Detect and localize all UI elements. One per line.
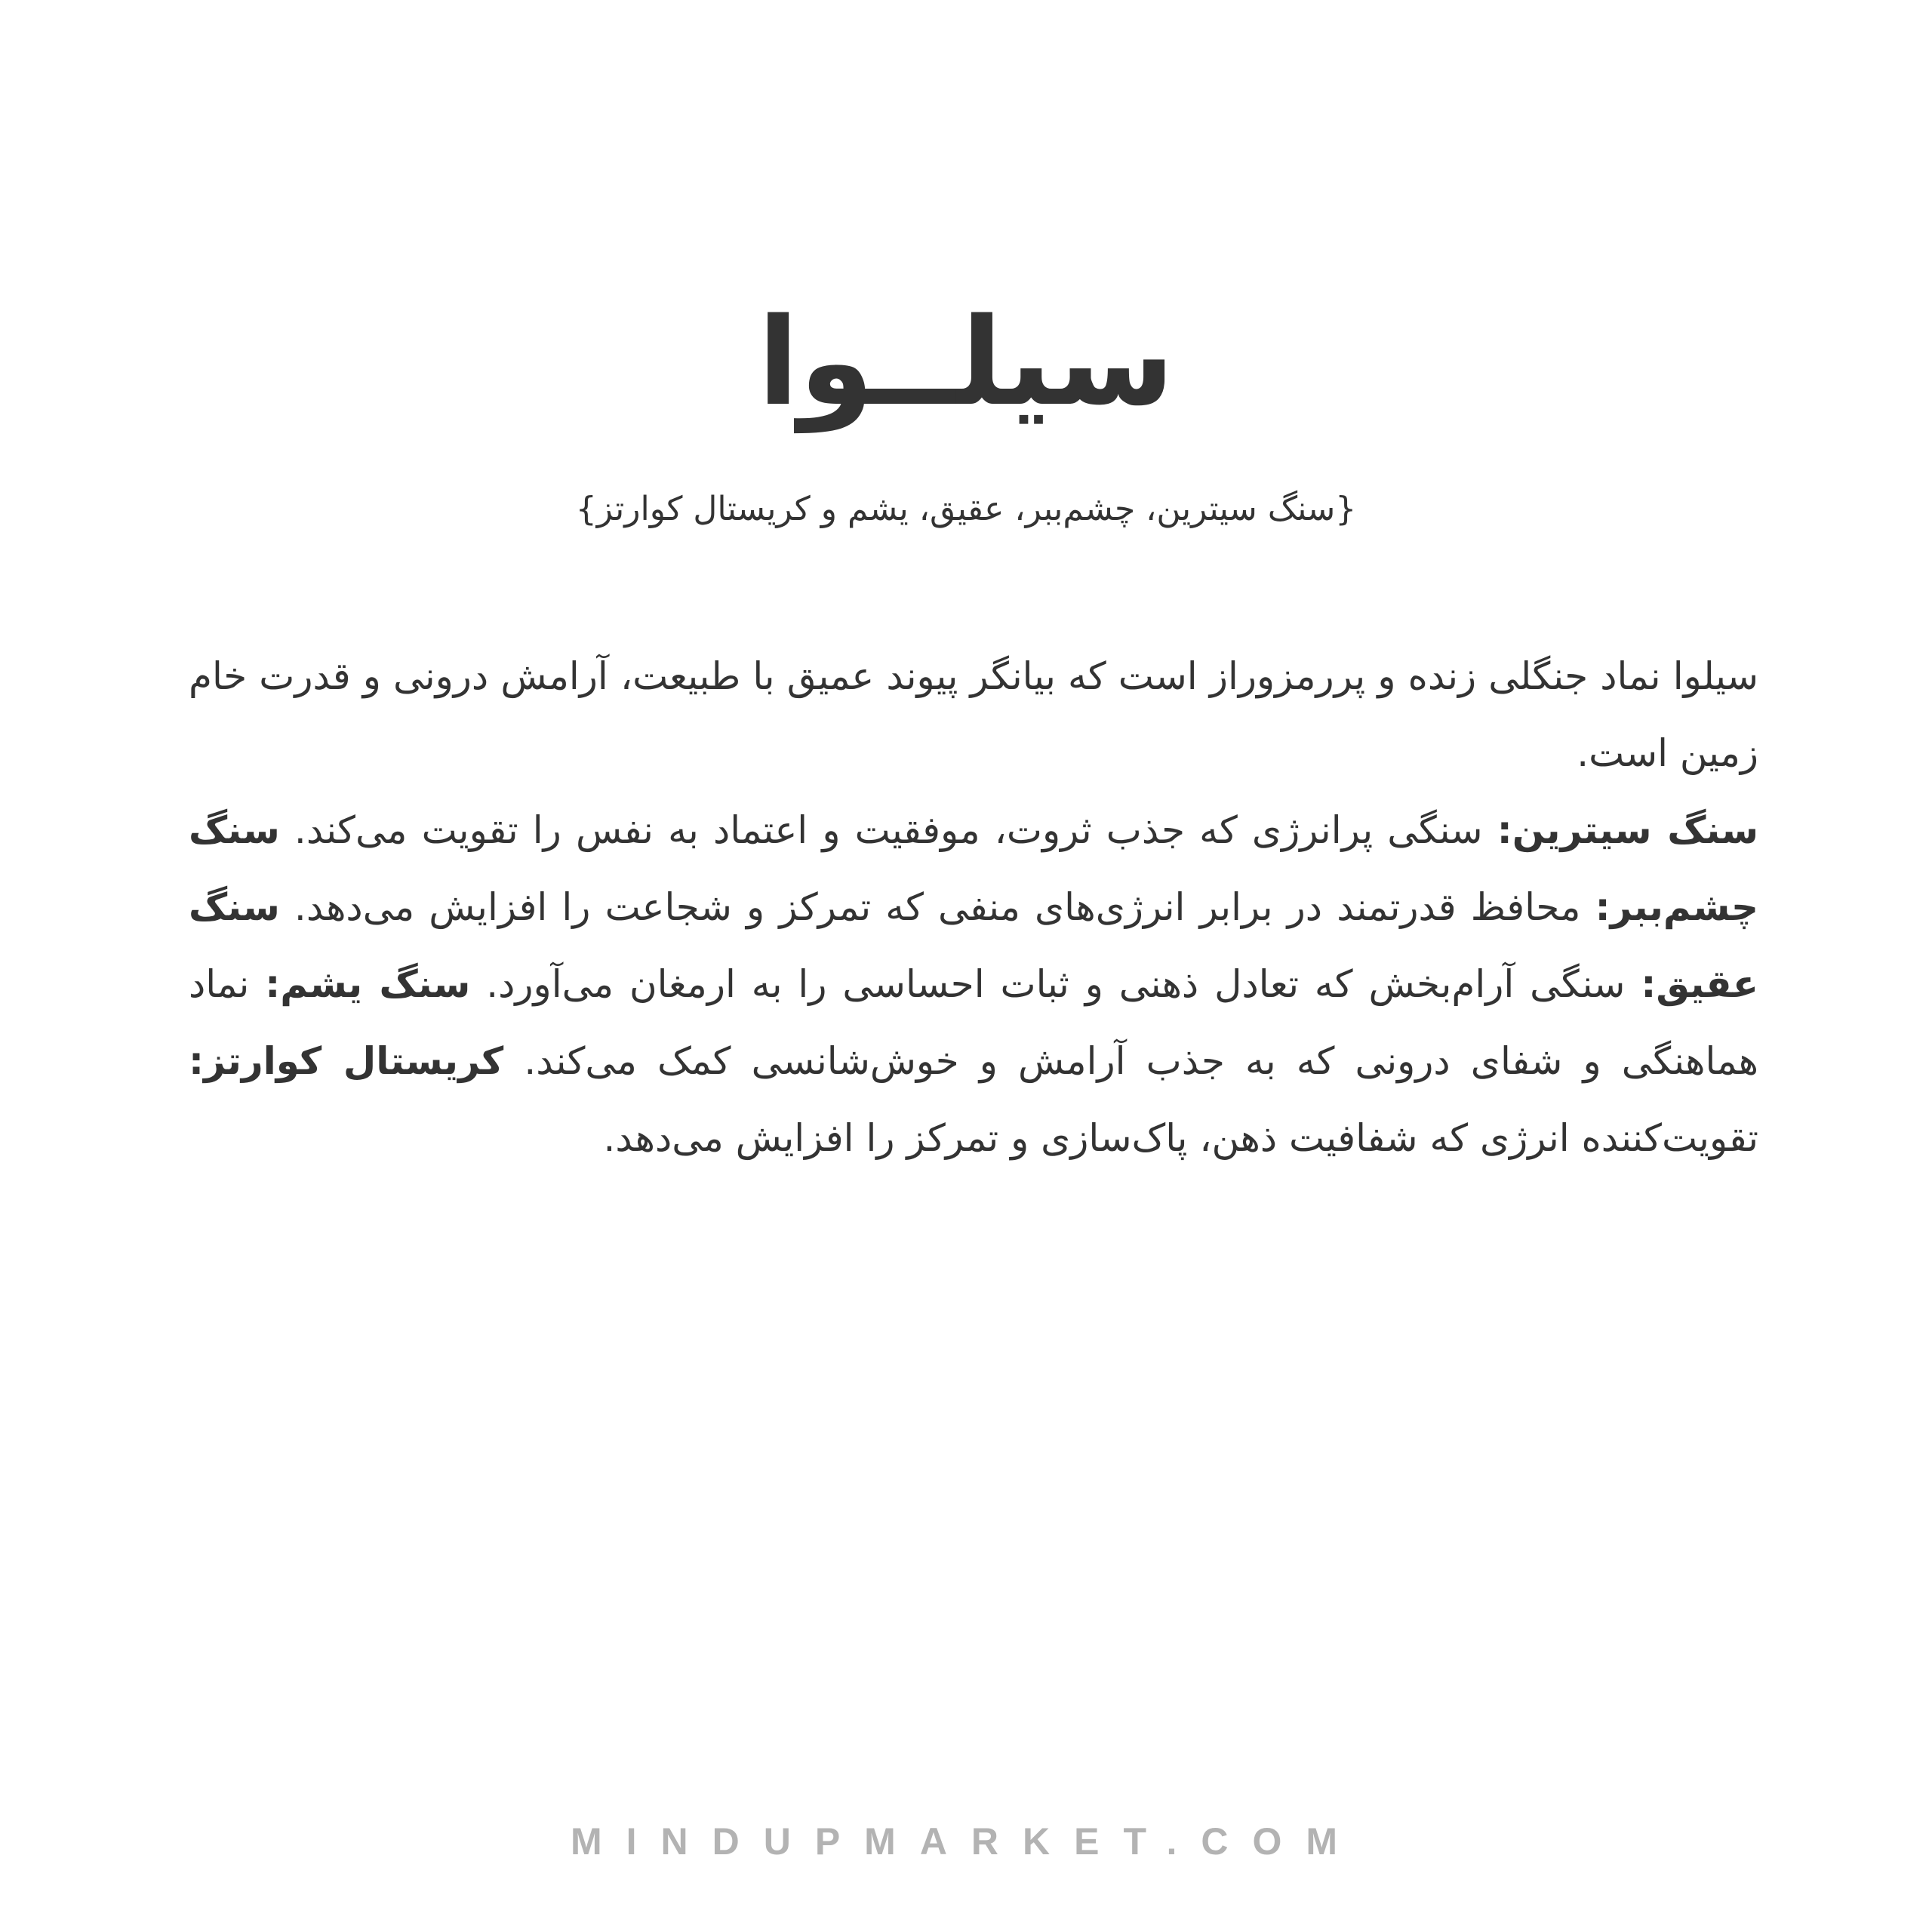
page-title: سیلــوا	[757, 291, 1175, 432]
stone-text-citrine: سنگی پرانرژی که جذب ثروت، موفقیت و اعتماد به نفس را تقویت می‌کند.	[279, 808, 1497, 852]
footer-website: MINDUPMARKET.COM	[570, 1820, 1362, 1863]
intro-text: سیلوا نماد جنگلی زنده و پررمزوراز است که بیانگر پیوند عمیق با طبیعت، آرامش درونی و قدرت خام زمین است.	[189, 654, 1758, 775]
stone-text-jade: نماد هماهنگی و شفای درونی که به جذب آرامش و خوش‌شانسی کمک می‌کند.	[189, 962, 1759, 1083]
stone-label-jade: سنگ یشم:	[265, 962, 471, 1006]
stone-label-quartz: کریستال کوارتز:	[189, 1039, 504, 1083]
stone-label-citrine: سنگ سیترین:	[1497, 808, 1759, 852]
stone-text-quartz: تقویت‌کننده انرژی که شفافیت ذهن، پاک‌سازی و تمرکز را افزایش می‌دهد.	[603, 1116, 1758, 1160]
stone-text-agate: سنگی آرام‌بخش که تعادل ذهنی و ثبات احساسی را به ارمغان می‌آورد.	[470, 962, 1641, 1006]
stone-label-tigers-eye: سنگ چشم‌ببر:	[189, 808, 1758, 929]
stone-text-tigers-eye: محافظ قدرتمند در برابر انرژی‌های منفی که تمرکز و شجاعت را افزایش می‌دهد.	[279, 885, 1595, 929]
stone-label-agate: سنگ عقیق:	[189, 885, 1758, 1006]
body-paragraph	[189, 638, 1758, 1177]
body-text	[189, 638, 1758, 1177]
page-subtitle: {سنگ سیترین، چشم‌ببر، عقیق، یشم و کریستال کوارتز}	[575, 490, 1357, 528]
